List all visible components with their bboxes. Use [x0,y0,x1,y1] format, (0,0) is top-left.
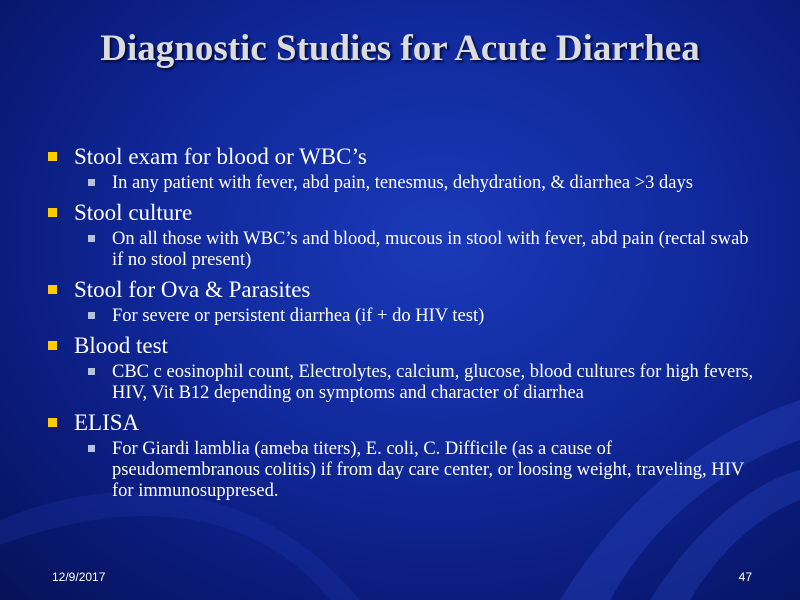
bullet-list [48,138,768,502]
square-bullet-icon [48,418,57,427]
bullet-text: Blood test [74,333,168,358]
sub-bullet-item [88,173,768,194]
sub-bullet-text: For Giardi lamblia (ameba titers), E. coli, C. Difficile (as a cause of pseudomembranous colitis) if from day care center, or loosing weight, traveling, HIV for immunosuppresed. [112,439,744,501]
bullet-item [48,199,768,227]
bullet-text: Stool for Ova & Parasites [74,277,311,302]
sub-bullet-text: For severe or persistent diarrhea (if + do HIV test) [112,306,485,326]
bullet-item [48,409,768,437]
bullet-item [48,332,768,360]
square-bullet-icon [48,152,57,161]
square-bullet-icon [88,312,95,319]
sub-bullet-text: On all those with WBC’s and blood, mucous in stool with fever, abd pain (rectal swab if no stool present) [112,229,749,270]
bullet-item [48,276,768,304]
sub-bullet-text: CBC c eosinophil count, Electrolytes, calcium, glucose, blood cultures for high fevers, HIV, Vit B12 depending on symptoms and character of diarrhea [112,362,754,403]
square-bullet-icon [88,179,95,186]
footer-date: 12/9/2017 [52,570,106,584]
square-bullet-icon [48,341,57,350]
slide-title: Diagnostic Studies for Acute Diarrhea [100,28,700,69]
square-bullet-icon [88,368,95,375]
square-bullet-icon [48,208,57,217]
square-bullet-icon [48,285,57,294]
square-bullet-icon [88,235,95,242]
square-bullet-icon [88,445,95,452]
sub-bullet-item [88,362,768,404]
bullet-text: Stool culture [74,200,193,225]
bullet-text: Stool exam for blood or WBC’s [74,144,367,169]
sub-bullet-item [88,306,768,327]
sub-bullet-text: In any patient with fever, abd pain, tenesmus, dehydration, & diarrhea >3 days [112,173,693,193]
bullet-text: ELISA [74,410,140,435]
slide-number: 47 [738,570,752,584]
sub-bullet-item [88,229,768,271]
bullet-item [48,143,768,171]
sub-bullet-item [88,439,768,502]
